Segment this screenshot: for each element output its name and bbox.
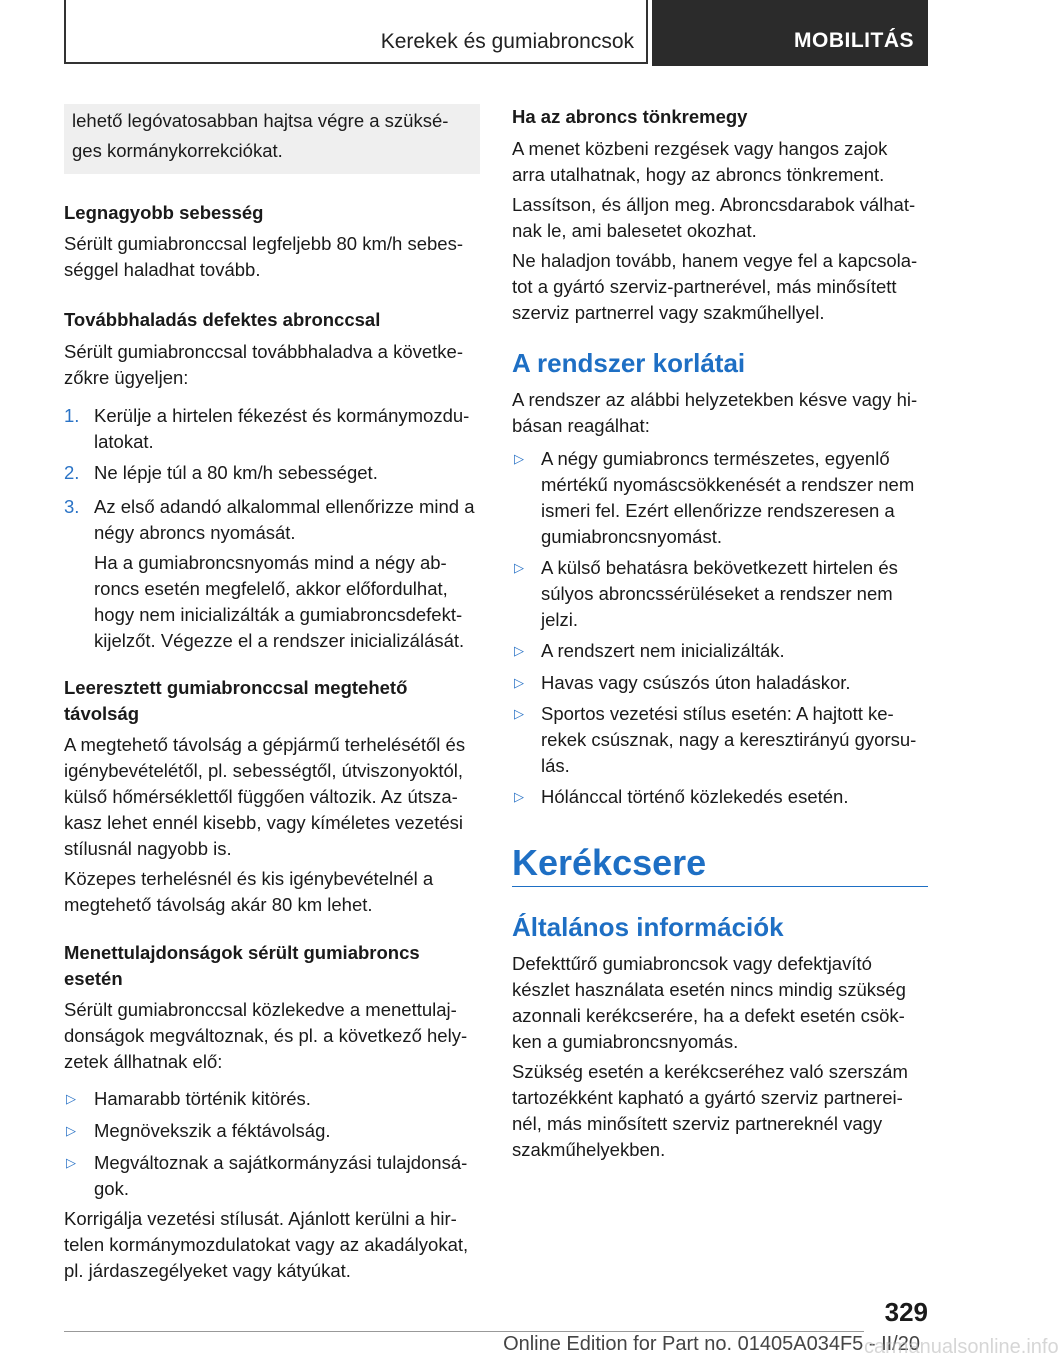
bullet-triangle-icon: ▷: [514, 451, 524, 466]
step-text: négy abroncs nyomását.: [94, 522, 296, 543]
bullet-triangle-icon: ▷: [66, 1155, 76, 1170]
bullet-triangle-icon: ▷: [514, 789, 524, 804]
step-note: kijelzőt. Végezze el a rendszer inicializálását.: [94, 630, 465, 651]
paragraph-line: tot a gyártó szerviz-partnerével, más minősített: [512, 276, 897, 297]
warning-continuation-box: [64, 104, 480, 174]
bullet-text: mértékű nyomáscsökkenését a rendszer nem: [541, 474, 915, 495]
step-note: hogy nem inicializálták a gumiabroncsdefekt-: [94, 604, 463, 625]
paragraph-line: zetek állhatnak elő:: [64, 1051, 223, 1072]
paragraph-line: készlet használata esetén nincs mindig szükség: [512, 979, 906, 1000]
paragraph-line: donságok megváltoznak, és pl. a következő hely-: [64, 1025, 468, 1046]
bullet-text: Megnövekszik a féktávolság.: [94, 1120, 331, 1141]
paragraph-line: szerviz partnerrel vagy szakműhellyel.: [512, 302, 825, 323]
paragraph-line: Közepes terhelésnél és kis igénybevételnél a: [64, 868, 434, 889]
paragraph-line: igénybevételétől, pl. sebességtől, útviszonyoktól,: [64, 760, 464, 781]
bullet-triangle-icon: ▷: [66, 1091, 76, 1106]
paragraph-line: Korrigálja vezetési stílusát. Ajánlott kerülni a hir-: [64, 1208, 457, 1229]
heading-tire-failure: Ha az abroncs tönkremegy: [512, 106, 748, 127]
bullet-text: A külső behatásra bekövetkezett hirtelen és: [541, 557, 898, 578]
paragraph-line: stílusnál nagyobb is.: [64, 838, 232, 859]
footer-edition: Online Edition for Part no. 01405A034F5 - II/20: [503, 1333, 920, 1355]
paragraph-line: Ne haladjon tovább, hanem vegye fel a kapcsola-: [512, 250, 918, 271]
bullet-triangle-icon: ▷: [514, 675, 524, 690]
paragraph-line: Sérült gumiabronccsal továbbhaladva a követke-: [64, 341, 464, 362]
paragraph-line: szakműhelyekben.: [512, 1139, 666, 1160]
step-number: 1.: [64, 405, 80, 426]
paragraph-line: A megtehető távolság a gépjármű terhelésétől és: [64, 734, 466, 755]
notice-line: lehető legóvatosabban hajtsa végre a szüksé-: [72, 110, 449, 131]
bullet-triangle-icon: ▷: [514, 706, 524, 721]
section-divider: [512, 886, 928, 887]
step-note: Ha a gumiabroncsnyomás mind a négy ab-: [94, 552, 447, 573]
bullet-text: jelzi.: [541, 609, 579, 630]
bullet-text: A rendszert nem inicializálták.: [541, 640, 785, 661]
paragraph-line: A menet közbeni rezgések vagy hangos zajok: [512, 138, 888, 159]
notice-line: ges kormánykorrekciókat.: [72, 140, 283, 161]
paragraph-line: pl. járdaszegélyeket vagy kátyúkat.: [64, 1260, 351, 1281]
paragraph-line: azonnali kerékcserére, ha a defekt esetén csök-: [512, 1005, 905, 1026]
page-number: 329: [884, 1297, 928, 1327]
bullet-text: Hólánccal történő közlekedés esetén.: [541, 786, 849, 807]
bullet-text: rekek csúsznak, nagy a keresztirányú gyorsu-: [541, 729, 917, 750]
step-text: Ne lépje túl a 80 km/h sebességet.: [94, 462, 378, 483]
paragraph-line: megtehető távolság akár 80 km lehet.: [64, 894, 373, 915]
bullet-triangle-icon: ▷: [514, 643, 524, 658]
watermark: carmanualsonline.info: [864, 1336, 1059, 1358]
section-title: MOBILITÁS: [794, 29, 914, 52]
paragraph-line: A rendszer az alábbi helyzetekben késve vagy hi-: [512, 389, 918, 410]
heading-distance: Leeresztett gumiabronccsal megtehető: [64, 677, 408, 698]
bullet-text: Hamarabb történik kitörés.: [94, 1088, 311, 1109]
paragraph-line: Sérült gumiabronccsal legfeljebb 80 km/h sebes-: [64, 233, 463, 254]
heading-handling: Menettulajdonságok sérült gumiabroncs: [64, 942, 420, 963]
paragraph-line: Lassítson, és álljon meg. Abroncsdarabok válhat-: [512, 194, 916, 215]
bullet-text: ismeri fel. Ezért ellenőrizze rendszeresen a: [541, 500, 895, 521]
bullet-text: gumiabroncsnyomást.: [541, 526, 722, 547]
paragraph-line: séggel haladhat tovább.: [64, 259, 261, 280]
step-number: 3.: [64, 496, 80, 517]
heading-max-speed: Legnagyobb sebesség: [64, 202, 264, 223]
paragraph-line: Szükség esetén a kerékcseréhez való szerszám: [512, 1061, 908, 1082]
bullet-text: súlyos abroncssérüléseket a rendszer nem: [541, 583, 893, 604]
heading-distance: távolság: [64, 703, 140, 724]
heading-general-info: Általános információk: [512, 912, 784, 942]
paragraph-line: telen kormánymozdulatokat vagy az akadályokat,: [64, 1234, 469, 1255]
footer-divider: [64, 1331, 864, 1332]
paragraph-line: Defekttűrő gumiabroncsok vagy defektjavító: [512, 953, 872, 974]
paragraph-line: kasz lehet ennél kisebb, vagy kíméletes vezetési: [64, 812, 463, 833]
bullet-triangle-icon: ▷: [514, 560, 524, 575]
paragraph-line: zőkre ügyeljen:: [64, 367, 189, 388]
bullet-text: Megváltoznak a sajátkormányzási tulajdonsá-: [94, 1152, 468, 1173]
bullet-text: lás.: [541, 755, 570, 776]
heading-system-limits: A rendszer korlátai: [512, 348, 746, 378]
bullet-text: Havas vagy csúszós úton haladáskor.: [541, 672, 851, 693]
bullet-text: gok.: [94, 1178, 129, 1199]
paragraph-line: külső hőmérséklettől függően változik. Az útsza-: [64, 786, 458, 807]
step-number: 2.: [64, 462, 80, 483]
heading-handling: esetén: [64, 968, 123, 989]
paragraph-line: nél, más minősített szerviz partnereknél vagy: [512, 1113, 883, 1134]
paragraph-line: ken a gumiabroncsnyomás.: [512, 1031, 739, 1052]
header-section-box: [652, 0, 928, 66]
bullet-triangle-icon: ▷: [66, 1123, 76, 1138]
heading-wheel-change: Kerékcsere: [512, 842, 707, 883]
paragraph-line: arra utalhatnak, hogy az abroncs tönkrement.: [512, 164, 885, 185]
step-text: Kerülje a hirtelen fékezést és kormánymozdu-: [94, 405, 470, 426]
paragraph-line: Sérült gumiabronccsal közlekedve a menettulaj-: [64, 999, 457, 1020]
step-text: latokat.: [94, 431, 154, 452]
bullet-text: A négy gumiabroncs természetes, egyenlő: [541, 448, 890, 469]
header-subtitle-box: [64, 0, 648, 64]
bullet-text: Sportos vezetési stílus esetén: A hajtott ke-: [541, 703, 894, 724]
step-note: roncs esetén megfelelő, akkor előfordulhat,: [94, 578, 448, 599]
paragraph-line: tartozékként kapható a gyártó szerviz partnerei-: [512, 1087, 903, 1108]
paragraph-line: básan reagálhat:: [512, 415, 650, 436]
chapter-subtitle: Kerekek és gumiabroncsok: [380, 30, 634, 53]
step-text: Az első adandó alkalommal ellenőrizze mind a: [94, 496, 475, 517]
paragraph-line: nak le, ami balesetet okozhat.: [512, 220, 757, 241]
heading-continue-driving: Továbbhaladás defektes abronccsal: [64, 309, 381, 330]
page-header: [64, 0, 928, 66]
